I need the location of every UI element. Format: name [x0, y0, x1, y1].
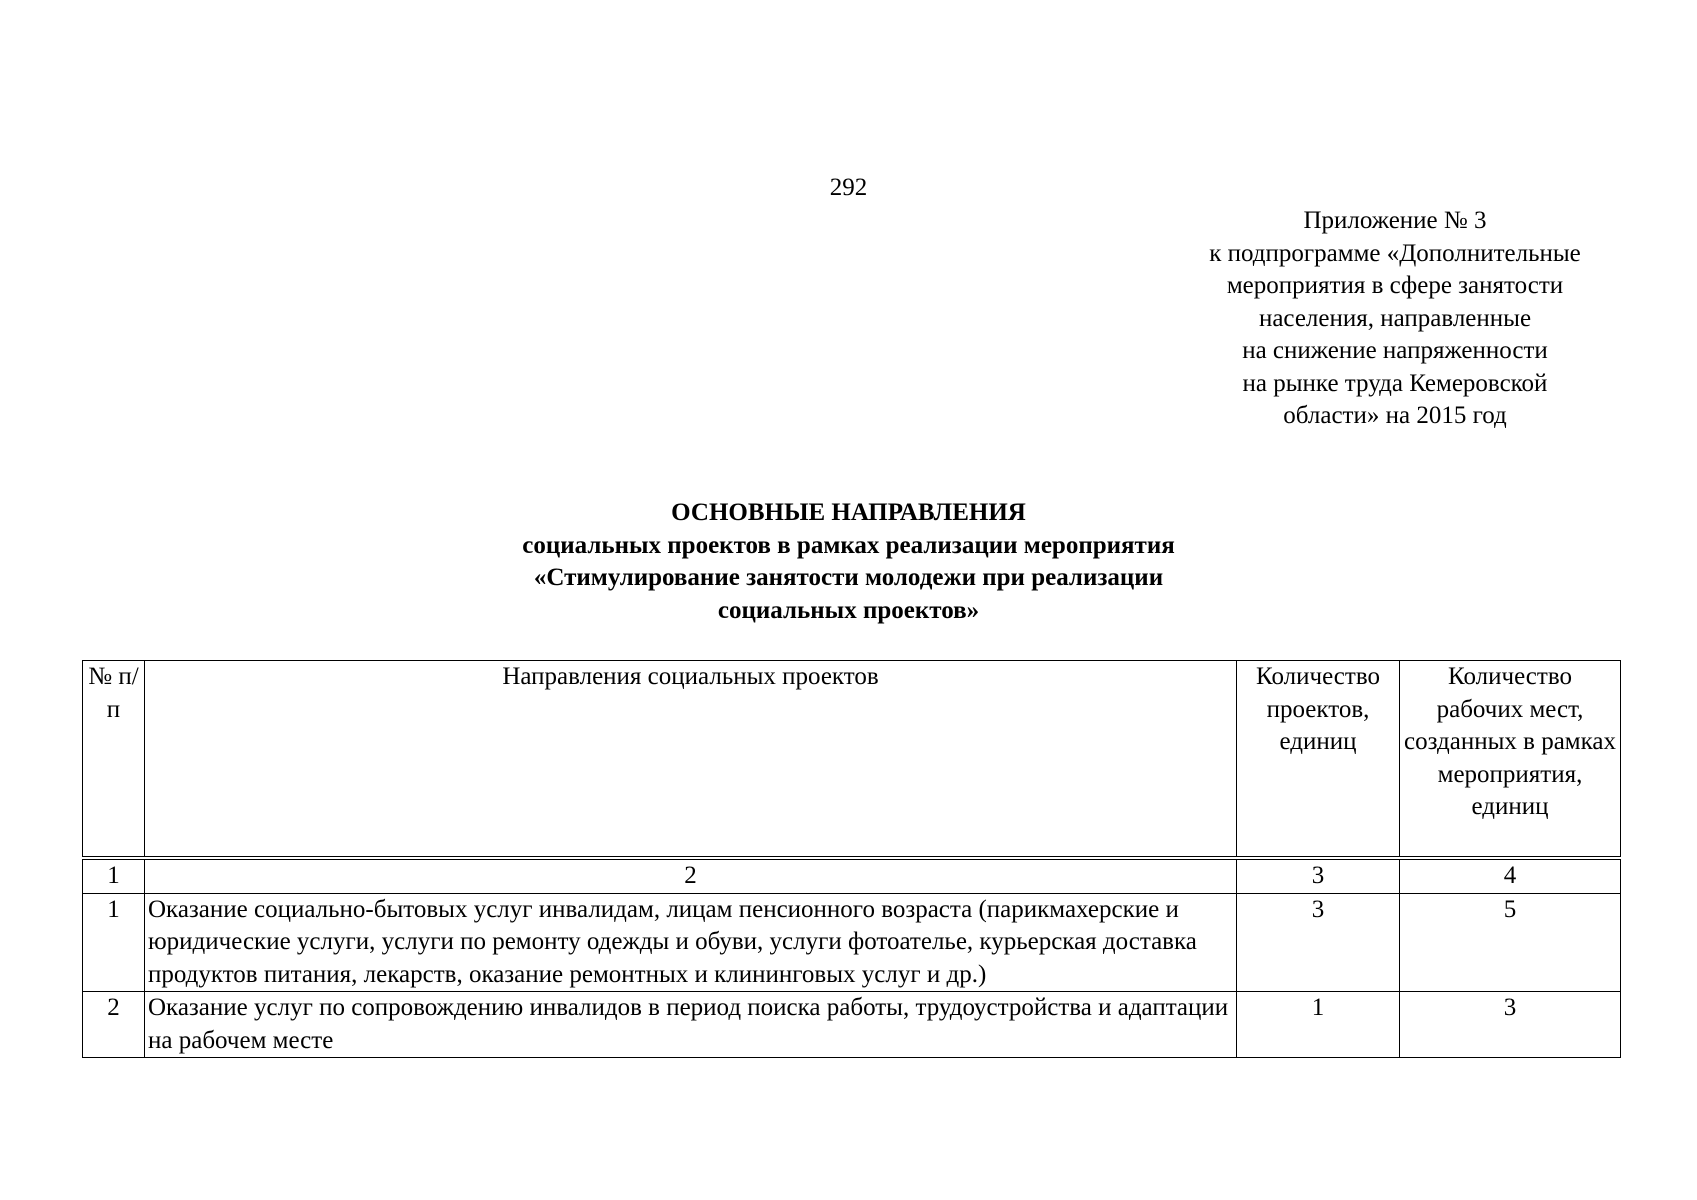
row-jobs: 3 — [1400, 992, 1621, 1058]
appendix-line: мероприятия в сфере занятости — [1226, 272, 1564, 299]
row-projects: 3 — [1237, 893, 1400, 992]
row-direction: Оказание услуг по сопровождению инвалидов в период поиска работы, трудоустройства и адаптации на рабочем месте — [145, 992, 1237, 1058]
appendix-line: населения, направленные — [1258, 304, 1532, 332]
title-line: социальных проектов» — [717, 596, 980, 624]
appendix-note — [1150, 205, 1640, 433]
appendix-line: на рынке труда Кемеровской — [1242, 369, 1548, 397]
column-number-row — [83, 858, 1621, 893]
title-line: «Стимулирование занятости молодежи при реализации — [533, 564, 1164, 591]
row-number: 1 — [83, 893, 145, 992]
appendix-line: к подпрограмме «Дополнительные — [1209, 239, 1581, 267]
header-projects-count: Количество проектов, единиц — [1237, 661, 1400, 859]
header-number: № п/п — [83, 661, 145, 859]
social-projects-table — [82, 660, 1621, 1058]
column-number: 3 — [1237, 858, 1400, 893]
page-number: 292 — [829, 174, 868, 201]
table-header-row — [83, 661, 1621, 859]
column-number: 2 — [145, 858, 1237, 893]
appendix-line: Приложение № 3 — [1303, 207, 1487, 234]
row-jobs: 5 — [1400, 893, 1621, 992]
table-row — [83, 893, 1621, 992]
row-number: 2 — [83, 992, 145, 1058]
header-direction: Направления социальных проектов — [145, 661, 1237, 859]
table-row — [83, 992, 1621, 1058]
appendix-line: на снижение напряженности — [1242, 337, 1548, 364]
document-title — [0, 497, 1697, 627]
appendix-line: области» на 2015 год — [1283, 402, 1507, 429]
column-number: 4 — [1400, 858, 1621, 893]
row-direction: Оказание социально-бытовых услуг инвалидам, лицам пенсионного возраста (парикмахерские и юридические услуги, услуги по ремонту одежды и обуви, услуги фотоателье, курьерская доставка продуктов питания, лекарств, оказание ремонтных и клининговых услуг и др.) — [145, 893, 1237, 992]
row-projects: 1 — [1237, 992, 1400, 1058]
column-number: 1 — [83, 858, 145, 893]
header-jobs-count: Количество рабочих мест, созданных в рамках мероприятия, единиц — [1400, 661, 1621, 859]
title-line: социальных проектов в рамках реализации мероприятия — [522, 531, 1175, 559]
title-line: ОСНОВНЫЕ НАПРАВЛЕНИЯ — [671, 499, 1026, 526]
